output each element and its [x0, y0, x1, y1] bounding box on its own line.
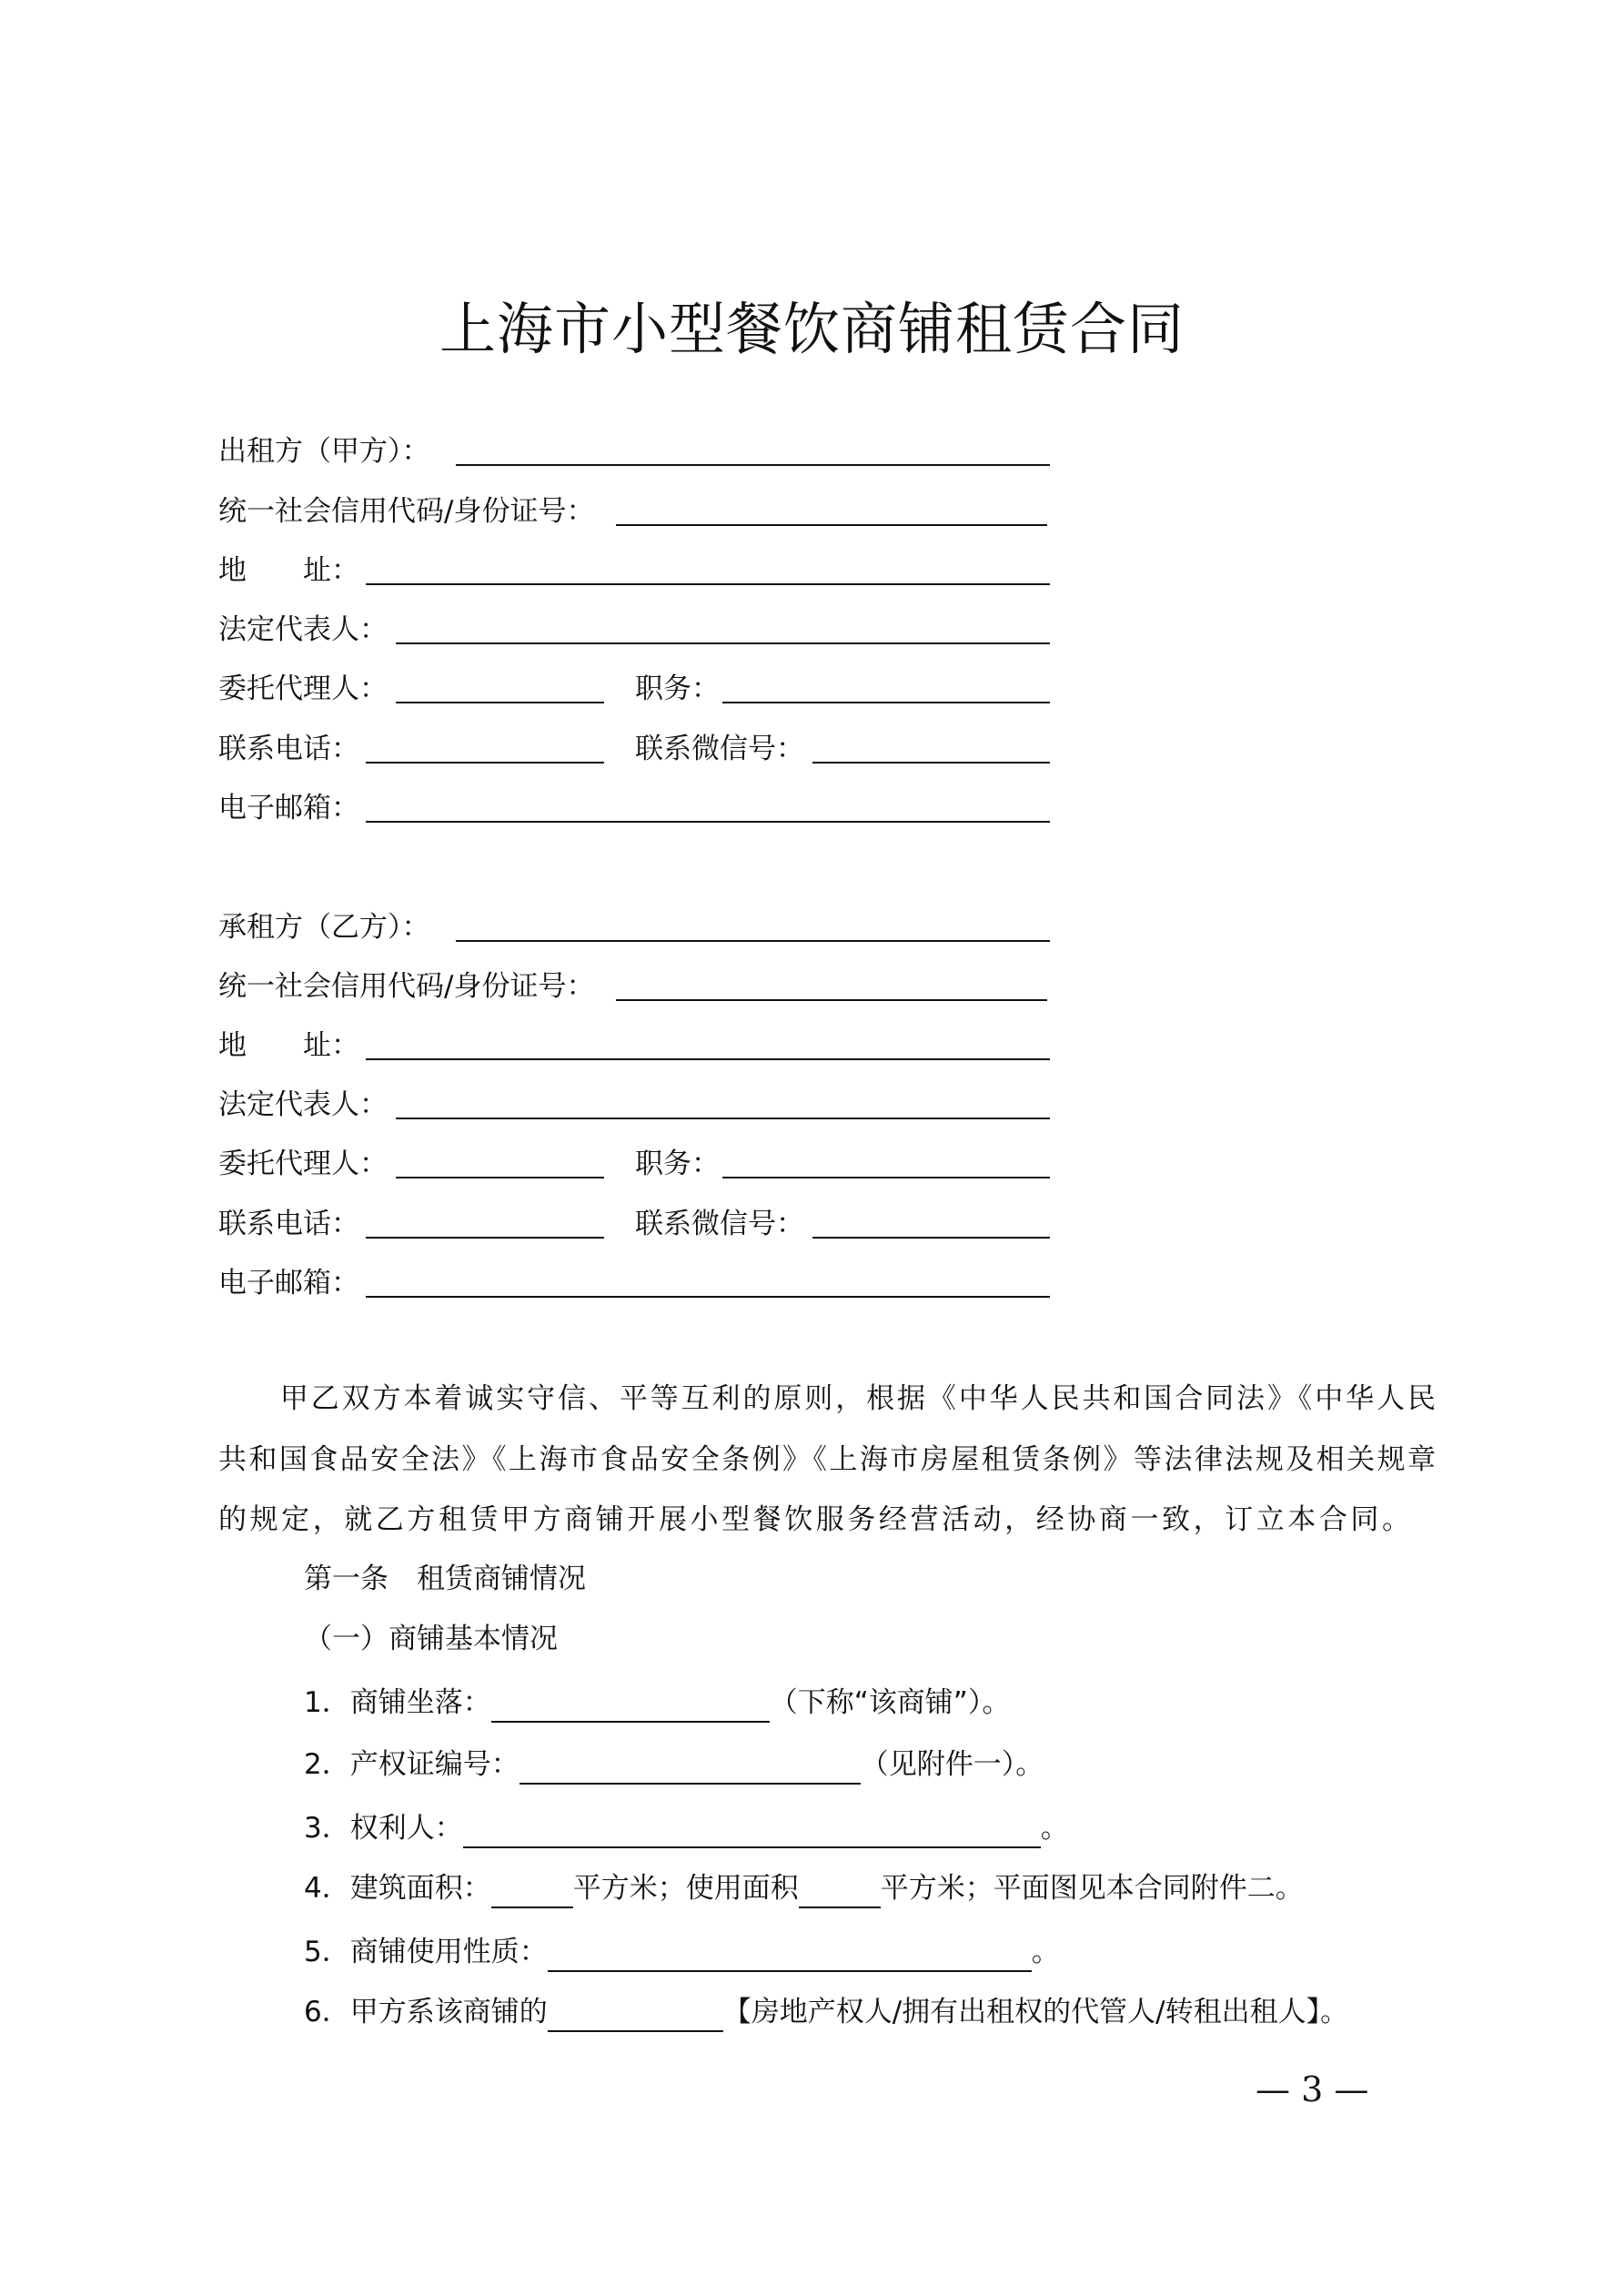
lessee-position-label: 职务： [635, 1148, 720, 1180]
lessor-wechat-label: 联系微信号： [635, 733, 804, 765]
lessee-name-row [218, 907, 1055, 947]
lessor-legal-rep-row [218, 610, 1055, 650]
lessee-name-label: 承租方（乙方）： [218, 911, 430, 944]
item-suffix: （见附件一）。 [860, 1748, 1044, 1781]
lessor-wechat-field[interactable] [812, 729, 1050, 764]
lessor-name-row [218, 431, 1055, 471]
building-area-field[interactable] [491, 1874, 573, 1908]
lessee-code-label: 统一社会信用代码/身份证号： [218, 970, 595, 1003]
lessor-phone-label: 联系电话： [218, 733, 359, 765]
lessee-phone-field[interactable] [366, 1204, 604, 1239]
lessor-code-field[interactable] [616, 491, 1047, 526]
lessee-agent-label: 委托代理人： [218, 1148, 388, 1180]
preamble-line: 甲乙双方本着诚实守信、平等互利的原则，根据《中华人民共和国合同法》《中华人民 [218, 1382, 1436, 1415]
item-usage [304, 1932, 1060, 1972]
lessor-agent-row [218, 669, 1055, 709]
certificate-field[interactable] [519, 1750, 861, 1785]
lessor-name-label: 出租方（甲方）： [218, 435, 430, 468]
section-heading: （一）商铺基本情况 [304, 1623, 558, 1655]
lessor-position-label: 职务： [635, 673, 720, 705]
lessor-legal-rep-field[interactable] [396, 610, 1050, 644]
lessee-wechat-field[interactable] [812, 1204, 1050, 1239]
item-suffix: 。 [1040, 1812, 1069, 1845]
lessee-address-label: 地 址： [218, 1029, 359, 1062]
document-title: 上海市小型餐饮商铺租赁合同 [439, 296, 1185, 362]
lessor-position-field[interactable] [722, 669, 1050, 703]
lessor-code-row [218, 491, 1055, 531]
item-owner [304, 1808, 1069, 1848]
item-suffix: （下称“该商铺”）。 [769, 1686, 1011, 1719]
lessor-email-field[interactable] [366, 788, 1050, 823]
item-label: 1．商铺坐落： [304, 1686, 491, 1719]
item-label: 2．产权证编号： [304, 1748, 519, 1781]
lessor-email-label: 电子邮箱： [218, 792, 359, 824]
lessee-legal-rep-row [218, 1085, 1055, 1125]
lessor-email-row [218, 788, 1055, 828]
lessor-address-row [218, 551, 1055, 591]
lessee-email-field[interactable] [366, 1263, 1050, 1298]
lessor-code-label: 统一社会信用代码/身份证号： [218, 495, 595, 528]
lessee-agent-row [218, 1144, 1055, 1184]
item-label: 5．商铺使用性质： [304, 1936, 548, 1968]
lessor-address-label: 地 址： [218, 554, 359, 587]
item-mid: 平方米；使用面积 [572, 1872, 799, 1905]
lessee-wechat-label: 联系微信号： [635, 1208, 804, 1240]
lessor-address-field[interactable] [366, 551, 1050, 585]
lessor-role-field[interactable] [548, 1998, 723, 2032]
lessee-agent-field[interactable] [396, 1144, 604, 1178]
article-heading: 第一条 租赁商铺情况 [304, 1563, 586, 1595]
lessee-address-field[interactable] [366, 1026, 1050, 1060]
lessee-code-row [218, 966, 1055, 1006]
lessor-phone-field[interactable] [366, 729, 604, 764]
item-suffix: 【房地产权人/拥有出租权的代管人/转租出租人】。 [722, 1996, 1349, 2028]
lessor-legal-rep-label: 法定代表人： [218, 613, 388, 646]
lessee-phone-row [218, 1204, 1055, 1244]
item-label: 3．权利人： [304, 1812, 463, 1845]
preamble-line: 的规定，就乙方租赁甲方商铺开展小型餐饮服务经营活动，经协商一致，订立本合同。 [218, 1503, 1410, 1536]
lessee-legal-rep-label: 法定代表人： [218, 1088, 388, 1121]
item-suffix: 平方米；平面图见本合同附件二。 [880, 1872, 1304, 1905]
item-certificate [304, 1745, 1044, 1785]
item-lessor-role [304, 1992, 1348, 2032]
lessee-name-field[interactable] [456, 907, 1050, 942]
item-label: 6．甲方系该商铺的 [304, 1996, 548, 2028]
lessor-agent-field[interactable] [396, 669, 604, 703]
item-area [304, 1868, 1304, 1908]
lessor-name-field[interactable] [456, 431, 1050, 466]
lessee-email-label: 电子邮箱： [218, 1267, 359, 1300]
lessee-address-row [218, 1026, 1055, 1066]
lessee-legal-rep-field[interactable] [396, 1085, 1050, 1119]
item-suffix: 。 [1031, 1936, 1060, 1968]
page-number: — 3 — [1256, 2069, 1369, 2109]
usable-area-field[interactable] [799, 1874, 881, 1908]
item-label: 4．建筑面积： [304, 1872, 491, 1905]
lessee-email-row [218, 1263, 1055, 1303]
lessor-phone-row [218, 729, 1055, 769]
owner-field[interactable] [463, 1814, 1041, 1848]
lessor-agent-label: 委托代理人： [218, 673, 388, 705]
lessee-code-field[interactable] [616, 966, 1047, 1001]
preamble-line: 共和国食品安全法》《上海市食品安全条例》《上海市房屋租赁条例》等法律法规及相关规章 [218, 1443, 1436, 1476]
location-field[interactable] [491, 1688, 770, 1723]
usage-field[interactable] [548, 1937, 1032, 1972]
item-location [304, 1683, 1010, 1723]
lessee-phone-label: 联系电话： [218, 1208, 359, 1240]
lessee-position-field[interactable] [722, 1144, 1050, 1178]
